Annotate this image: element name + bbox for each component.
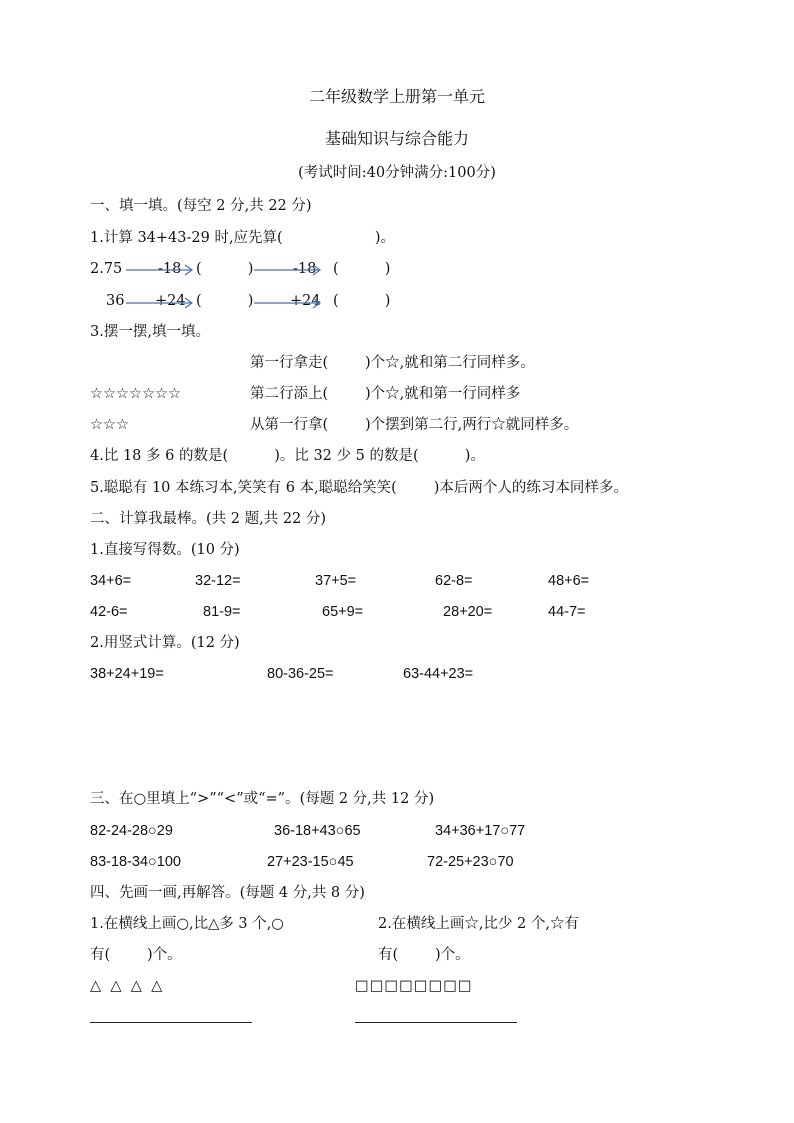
- q4-1-line1: 1.在横线上画○,比△多 3 个,○: [90, 916, 284, 932]
- triangle-row: △ △ △ △: [90, 978, 163, 994]
- answer-line: [90, 1022, 252, 1023]
- section2-heading: 二、计算我最棒。(共 2 题,共 22 分): [90, 511, 327, 527]
- calc-item: 81-9=: [203, 604, 241, 620]
- vertical-calc-item: 38+24+19=: [90, 666, 164, 682]
- q1-2-row1-op1: -18: [158, 261, 182, 277]
- calc-item: 32-12=: [195, 573, 241, 589]
- compare-item: 72-25+23○70: [427, 854, 514, 870]
- q1-2-row2-op2: +24: [290, 293, 321, 309]
- arrow-icon: [252, 263, 324, 277]
- section1-heading: 一、填一填。(每空 2 分,共 22 分): [90, 198, 312, 214]
- q4-2-line1: 2.在横线上画☆,比少 2 个,☆有: [378, 916, 579, 932]
- calc-item: 42-6=: [90, 604, 128, 620]
- q1-3-line3: 从第一行拿( )个摆到第二行,两行☆就同样多。: [250, 417, 579, 433]
- q1-4-text: 4.比 18 多 6 的数是( )。比 32 少 5 的数是( )。: [90, 448, 485, 464]
- calc-item: 34+6=: [90, 573, 132, 589]
- calc-item: 28+20=: [443, 604, 493, 620]
- compare-item: 34+36+17○77: [435, 823, 526, 839]
- square-row: □□□□□□□□: [355, 978, 473, 994]
- q1-3-title: 3.摆一摆,填一填。: [90, 324, 210, 340]
- page-subtitle: 基础知识与综合能力: [324, 129, 469, 148]
- calc-item: 62-8=: [435, 573, 473, 589]
- compare-item: 82-24-28○29: [90, 823, 173, 839]
- q1-1-text: 1.计算 34+43-29 时,应先算( )。: [90, 230, 396, 246]
- q1-3-line2: 第二行添上( )个☆,就和第一行同样多: [250, 386, 521, 402]
- compare-item: 36-18+43○65: [274, 823, 361, 839]
- arrow-icon: [124, 263, 196, 277]
- calc-item: 44-7=: [548, 604, 586, 620]
- answer-line: [355, 1022, 517, 1023]
- section4-heading: 四、先画一画,再解答。(每题 4 分,共 8 分): [90, 885, 365, 901]
- arrow-icon: [124, 296, 196, 310]
- vertical-calc-item: 63-44+23=: [403, 666, 474, 682]
- q4-2-line2: 有( )个。: [378, 947, 470, 963]
- q1-2-row1-blank2: ( ): [333, 261, 391, 277]
- vertical-calc-item: 80-36-25=: [267, 666, 334, 682]
- compare-item: 83-18-34○100: [90, 854, 181, 870]
- calc-item: 65+9=: [322, 604, 364, 620]
- q1-2-row2-blank2: ( ): [333, 293, 391, 309]
- q1-2-row2-op1: +24: [155, 293, 186, 309]
- q1-2-row2-blank1: ( ): [196, 293, 254, 309]
- q4-1-line2: 有( )个。: [90, 947, 182, 963]
- compare-item: 27+23-15○45: [267, 854, 354, 870]
- q1-2-row1-blank1: ( ): [196, 261, 254, 277]
- q1-2-row1-op2: -18: [293, 261, 317, 277]
- q1-3-line1: 第一行拿走( )个☆,就和第二行同样多。: [250, 355, 535, 371]
- star-row-2: ☆☆☆: [90, 417, 129, 433]
- q1-5-text: 5.聪聪有 10 本练习本,笑笑有 6 本,聪聪给笑笑( )本后两个人的练习本同样多。: [90, 480, 628, 496]
- q1-2-row2-start: 36: [106, 293, 125, 309]
- q2-1-title: 1.直接写得数。(10 分): [90, 542, 240, 558]
- page-title: 二年级数学上册第一单元: [308, 87, 485, 106]
- q2-2-title: 2.用竖式计算。(12 分): [90, 635, 240, 651]
- calc-item: 37+5=: [315, 573, 357, 589]
- calc-item: 48+6=: [548, 573, 590, 589]
- q1-2-row1-start: 2.75: [90, 261, 123, 277]
- star-row-1: ☆☆☆☆☆☆☆: [90, 386, 181, 402]
- arrow-icon: [252, 296, 324, 310]
- exam-info: (考试时间:40分钟满分:100分): [298, 165, 496, 181]
- section3-heading: 三、在○里填上“>”“<”或“=”。(每题 2 分,共 12 分): [90, 791, 435, 807]
